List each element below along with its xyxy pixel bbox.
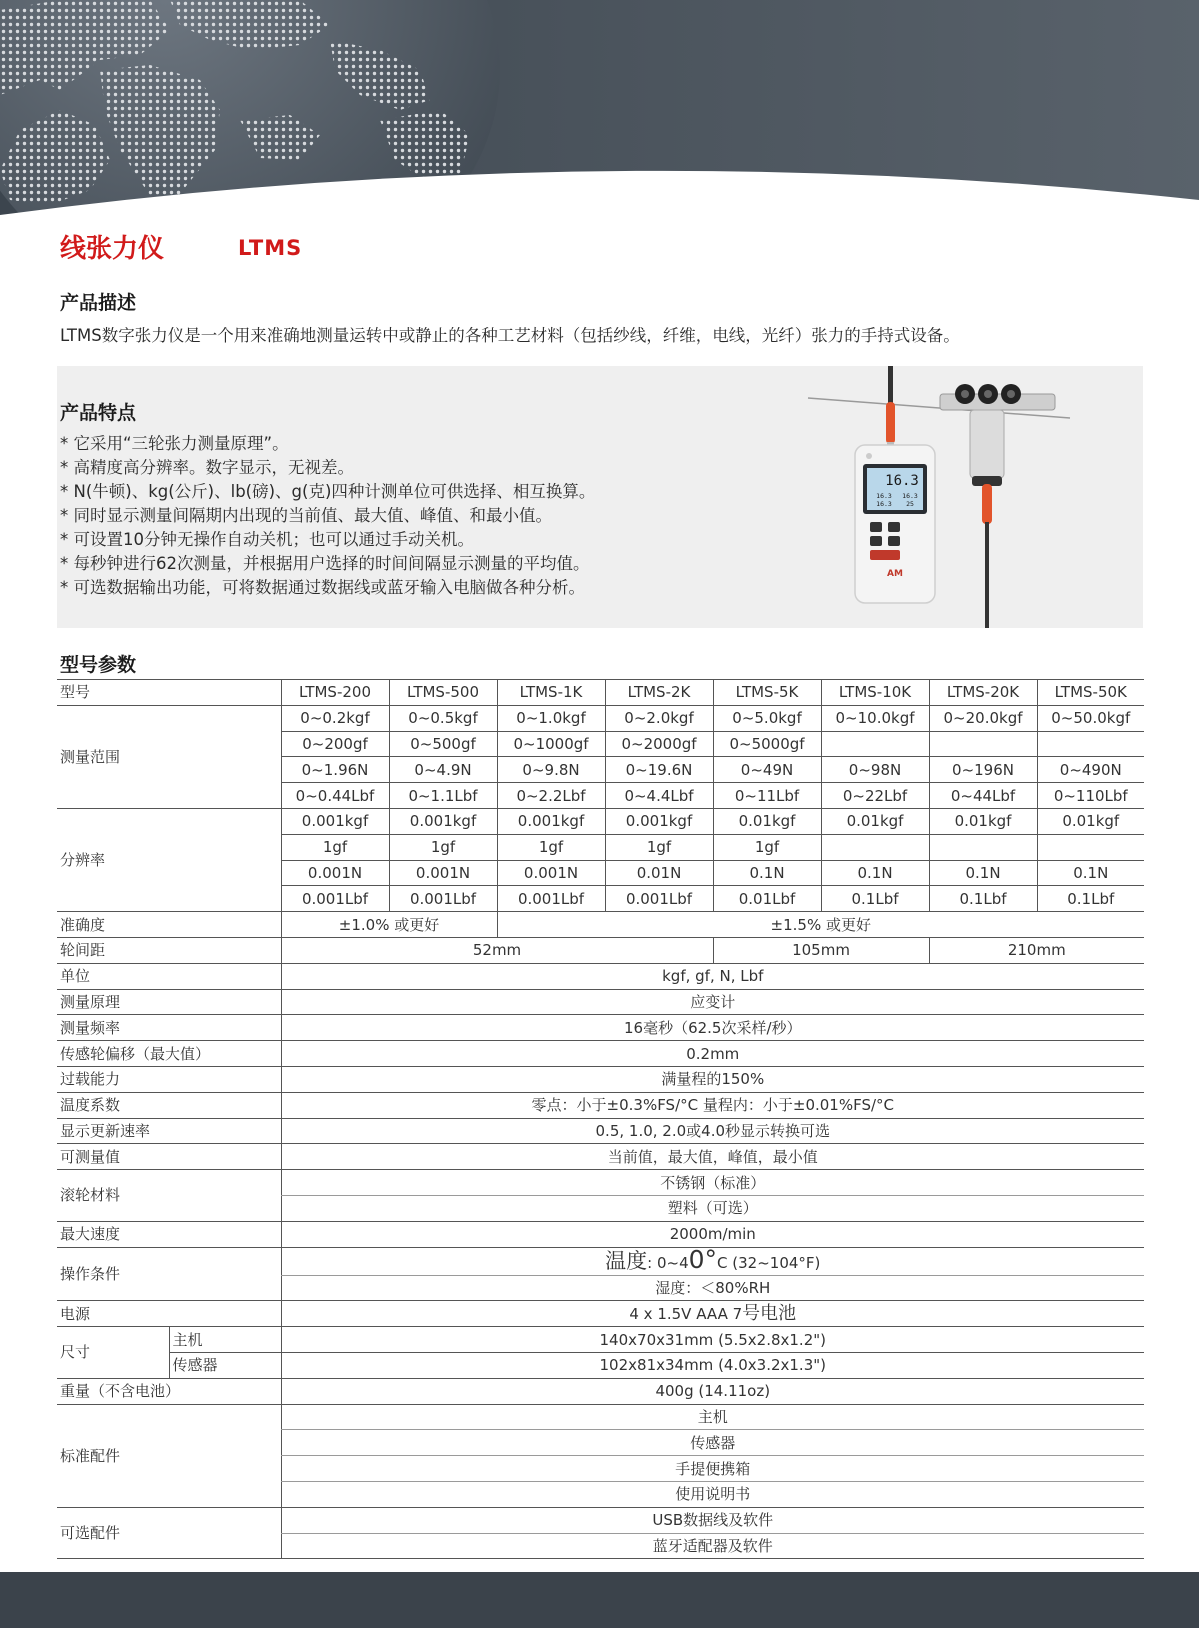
std-accessories-label: 标准配件 bbox=[57, 1404, 281, 1507]
table-cell bbox=[929, 834, 1037, 860]
table-cell: 0~49N bbox=[713, 757, 821, 783]
table-cell: 0.001kgf bbox=[497, 808, 605, 834]
table-row bbox=[57, 1352, 1144, 1378]
features-heading: 产品特点 bbox=[60, 402, 137, 424]
table-cell: 1gf bbox=[281, 834, 389, 860]
table-cell bbox=[821, 834, 929, 860]
model-cell: LTMS-50K bbox=[1037, 680, 1144, 706]
header-banner bbox=[0, 0, 1199, 230]
device-screen-sub: 16.3 bbox=[876, 500, 892, 508]
table-cell: 0.1N bbox=[1037, 860, 1144, 886]
table-cell bbox=[821, 731, 929, 757]
table-cell: 传感器 bbox=[281, 1430, 1144, 1456]
model-cell: LTMS-1K bbox=[497, 680, 605, 706]
table-cell: 湿度：＜80%RH bbox=[281, 1275, 1144, 1301]
table-cell: kgf, gf, N, Lbf bbox=[281, 963, 1144, 989]
spec-table bbox=[57, 679, 1144, 1559]
table-row bbox=[57, 808, 1144, 834]
footer-band bbox=[0, 1572, 1199, 1628]
table-cell: 52mm bbox=[281, 937, 713, 963]
model-label: 型号 bbox=[57, 680, 281, 706]
temperature-zero: 0° bbox=[688, 1247, 718, 1274]
table-cell: 0~0.5kgf bbox=[389, 705, 497, 731]
feature-item: * 高精度高分辨率。数字显示，无视差。 bbox=[60, 458, 354, 477]
table-cell: 0.01kgf bbox=[929, 808, 1037, 834]
opt-accessories-label: 可选配件 bbox=[57, 1507, 281, 1559]
table-cell: 0.01Lbf bbox=[713, 886, 821, 912]
model-cell: LTMS-500 bbox=[389, 680, 497, 706]
temperature-cell bbox=[281, 1247, 1144, 1275]
table-cell: 主机 bbox=[281, 1404, 1144, 1430]
table-row bbox=[57, 705, 1144, 731]
unit-label: 单位 bbox=[57, 963, 281, 989]
table-row bbox=[57, 1066, 1144, 1092]
table-cell: 0~98N bbox=[821, 757, 929, 783]
table-cell: 0~1000gf bbox=[497, 731, 605, 757]
table-cell: USB数据线及软件 bbox=[281, 1507, 1144, 1533]
table-row bbox=[57, 1041, 1144, 1067]
table-row bbox=[57, 989, 1144, 1015]
table-cell: 满量程的150% bbox=[281, 1066, 1144, 1092]
table-cell: 0~196N bbox=[929, 757, 1037, 783]
device-screen-sub: 25 bbox=[906, 500, 914, 508]
table-cell: 0~22Lbf bbox=[821, 783, 929, 809]
feature-item: * 同时显示测量间隔期内出现的当前值、最大值、峰值、和最小值。 bbox=[60, 506, 552, 525]
table-row bbox=[57, 1144, 1144, 1170]
roller-label: 滚轮材料 bbox=[57, 1170, 281, 1222]
table-cell: 0~200gf bbox=[281, 731, 389, 757]
table-cell: ±1.0% 或更好 bbox=[281, 912, 497, 938]
power-suffix: 号电池 bbox=[742, 1302, 797, 1324]
table-cell: 0~2000gf bbox=[605, 731, 713, 757]
description-heading: 产品描述 bbox=[60, 292, 137, 314]
table-cell: 0~490N bbox=[1037, 757, 1144, 783]
model-cell: LTMS-2K bbox=[605, 680, 713, 706]
table-row bbox=[57, 1301, 1144, 1327]
table-cell: 400g (14.11oz) bbox=[281, 1378, 1144, 1404]
table-row bbox=[57, 1327, 1144, 1353]
table-cell: 1gf bbox=[497, 834, 605, 860]
table-cell: 0~0.2kgf bbox=[281, 705, 389, 731]
offset-label: 传感轮偏移（最大值） bbox=[57, 1041, 281, 1067]
power-prefix: 4 x 1.5V AAA 7 bbox=[629, 1304, 743, 1323]
table-cell: 零点：小于±0.3%FS/°C 量程内：小于±0.01%FS/°C bbox=[281, 1092, 1144, 1118]
table-cell: 0~4.9N bbox=[389, 757, 497, 783]
table-cell: 使用说明书 bbox=[281, 1481, 1144, 1507]
table-cell: 塑料（可选） bbox=[281, 1195, 1144, 1221]
model-cell: LTMS-10K bbox=[821, 680, 929, 706]
table-cell bbox=[929, 731, 1037, 757]
table-cell: 0.001N bbox=[497, 860, 605, 886]
table-row bbox=[57, 963, 1144, 989]
table-row bbox=[57, 1092, 1144, 1118]
temperature-word: 温度 bbox=[605, 1248, 648, 1273]
feature-item: * 可设置10分钟无操作自动关机；也可以通过手动关机。 bbox=[60, 530, 474, 549]
table-cell: 0.001Lbf bbox=[281, 886, 389, 912]
table-cell: 0.01kgf bbox=[713, 808, 821, 834]
table-cell: 蓝牙适配器及软件 bbox=[281, 1533, 1144, 1559]
table-cell: 0.001N bbox=[389, 860, 497, 886]
table-cell: 16毫秒（62.5次采样/秒） bbox=[281, 1015, 1144, 1041]
table-cell: 102x81x34mm (4.0x3.2x1.3") bbox=[281, 1352, 1144, 1378]
table-cell: 0.001N bbox=[281, 860, 389, 886]
table-cell: 0~9.8N bbox=[497, 757, 605, 783]
table-cell bbox=[1037, 834, 1144, 860]
accuracy-label: 准确度 bbox=[57, 912, 281, 938]
table-cell: 210mm bbox=[929, 937, 1144, 963]
principle-label: 测量原理 bbox=[57, 989, 281, 1015]
table-row bbox=[57, 1170, 1144, 1196]
power-cell bbox=[281, 1301, 1144, 1327]
table-cell: 0.01kgf bbox=[1037, 808, 1144, 834]
table-row bbox=[57, 1118, 1144, 1144]
table-cell: 0.1Lbf bbox=[821, 886, 929, 912]
refresh-label: 显示更新速率 bbox=[57, 1118, 281, 1144]
speed-label: 最大速度 bbox=[57, 1221, 281, 1247]
table-cell: 0~44Lbf bbox=[929, 783, 1037, 809]
table-cell: 1gf bbox=[605, 834, 713, 860]
table-row bbox=[57, 1507, 1144, 1533]
size-sensor-label: 传感器 bbox=[169, 1352, 281, 1378]
table-cell: 0~10.0kgf bbox=[821, 705, 929, 731]
operating-label: 操作条件 bbox=[57, 1247, 281, 1301]
table-row bbox=[57, 1378, 1144, 1404]
table-row bbox=[57, 1221, 1144, 1247]
power-label: 电源 bbox=[57, 1301, 281, 1327]
table-row bbox=[57, 912, 1144, 938]
table-cell: 2000m/min bbox=[281, 1221, 1144, 1247]
table-cell: 0~2.0kgf bbox=[605, 705, 713, 731]
table-cell: 0.001Lbf bbox=[605, 886, 713, 912]
table-cell: 手提便携箱 bbox=[281, 1456, 1144, 1482]
device-screen-sub: 16.3 bbox=[902, 492, 918, 500]
table-cell: 0~11Lbf bbox=[713, 783, 821, 809]
table-cell: 0.001Lbf bbox=[497, 886, 605, 912]
feature-item: * 每秒钟进行62次测量，并根据用户选择的时间间隔显示测量的平均值。 bbox=[60, 554, 590, 573]
table-cell bbox=[1037, 731, 1144, 757]
table-cell: 不锈钢（标准） bbox=[281, 1170, 1144, 1196]
table-cell: 105mm bbox=[713, 937, 929, 963]
globe-banner-graphic bbox=[0, 0, 1199, 230]
table-cell: 0.01kgf bbox=[821, 808, 929, 834]
table-cell: 0~4.4Lbf bbox=[605, 783, 713, 809]
table-cell: 0.2mm bbox=[281, 1041, 1144, 1067]
temperature-suffix: C (32~104°F) bbox=[717, 1253, 821, 1272]
range-label: 测量范围 bbox=[57, 705, 281, 808]
table-cell: 1gf bbox=[389, 834, 497, 860]
table-cell: 0.01N bbox=[605, 860, 713, 886]
frequency-label: 测量频率 bbox=[57, 1015, 281, 1041]
resolution-label: 分辨率 bbox=[57, 808, 281, 911]
temperature-prefix: : 0~4 bbox=[647, 1253, 689, 1272]
table-cell: 应变计 bbox=[281, 989, 1144, 1015]
table-cell: 0~20.0kgf bbox=[929, 705, 1037, 731]
table-cell: 1gf bbox=[713, 834, 821, 860]
weight-label: 重量（不含电池） bbox=[57, 1378, 281, 1404]
table-cell: 0~0.44Lbf bbox=[281, 783, 389, 809]
table-cell: 0.001kgf bbox=[281, 808, 389, 834]
table-cell: 0~2.2Lbf bbox=[497, 783, 605, 809]
features-list bbox=[60, 432, 595, 600]
table-cell: ±1.5% 或更好 bbox=[497, 912, 1144, 938]
size-main-label: 主机 bbox=[169, 1327, 281, 1353]
feature-item: * 它采用“三轮张力测量原理”。 bbox=[60, 434, 289, 453]
model-cell: LTMS-200 bbox=[281, 680, 389, 706]
device-screen-main: 16.3 bbox=[885, 473, 919, 489]
table-row bbox=[57, 1015, 1144, 1041]
table-cell: 0.1Lbf bbox=[1037, 886, 1144, 912]
description-text: LTMS数字张力仪是一个用来准确地测量运转中或静止的各种工艺材料（包括纱线，纤维，电线，光纤）张力的手持式设备。 bbox=[60, 326, 960, 345]
feature-item: * N(牛顿)、kg(公斤)、lb(磅)、g(克)四种计测单位可供选择、相互换算。 bbox=[60, 482, 596, 501]
overload-label: 过载能力 bbox=[57, 1066, 281, 1092]
table-cell: 0.001kgf bbox=[389, 808, 497, 834]
table-cell: 当前值，最大值，峰值，最小值 bbox=[281, 1144, 1144, 1170]
table-cell: 0~1.0kgf bbox=[497, 705, 605, 731]
table-cell: 0.1N bbox=[713, 860, 821, 886]
model-cell: LTMS-20K bbox=[929, 680, 1037, 706]
table-cell: 0~1.96N bbox=[281, 757, 389, 783]
spacing-label: 轮间距 bbox=[57, 937, 281, 963]
size-label: 尺寸 bbox=[57, 1327, 169, 1379]
table-cell: 0.001Lbf bbox=[389, 886, 497, 912]
product-title: 线张力仪 bbox=[60, 234, 165, 264]
table-cell: 0~110Lbf bbox=[1037, 783, 1144, 809]
device-screen-sub: 16.3 bbox=[876, 492, 892, 500]
measurable-label: 可测量值 bbox=[57, 1144, 281, 1170]
table-cell: 0~5000gf bbox=[713, 731, 821, 757]
product-photo bbox=[800, 366, 1080, 628]
table-row bbox=[57, 937, 1144, 963]
table-cell: 0.001kgf bbox=[605, 808, 713, 834]
model-cell: LTMS-5K bbox=[713, 680, 821, 706]
table-cell: 0~5.0kgf bbox=[713, 705, 821, 731]
table-cell: 0~1.1Lbf bbox=[389, 783, 497, 809]
temp-coefficient-label: 温度系数 bbox=[57, 1092, 281, 1118]
feature-item: * 可选数据输出功能，可将数据通过数据线或蓝牙输入电脑做各种分析。 bbox=[60, 578, 585, 597]
table-row bbox=[57, 1247, 1144, 1275]
specs-heading: 型号参数 bbox=[60, 654, 137, 676]
table-cell: 0~19.6N bbox=[605, 757, 713, 783]
product-model: LTMS bbox=[238, 236, 303, 260]
table-cell: 0.1Lbf bbox=[929, 886, 1037, 912]
table-cell: 140x70x31mm (5.5x2.8x1.2") bbox=[281, 1327, 1144, 1353]
table-cell: 0.5, 1.0, 2.0或4.0秒显示转换可选 bbox=[281, 1118, 1144, 1144]
table-cell: 0~500gf bbox=[389, 731, 497, 757]
device-brand-logo: AM bbox=[887, 569, 903, 579]
table-cell: 0.1N bbox=[821, 860, 929, 886]
table-row bbox=[57, 1404, 1144, 1430]
table-row bbox=[57, 680, 1144, 706]
table-cell: 0~50.0kgf bbox=[1037, 705, 1144, 731]
table-cell: 0.1N bbox=[929, 860, 1037, 886]
